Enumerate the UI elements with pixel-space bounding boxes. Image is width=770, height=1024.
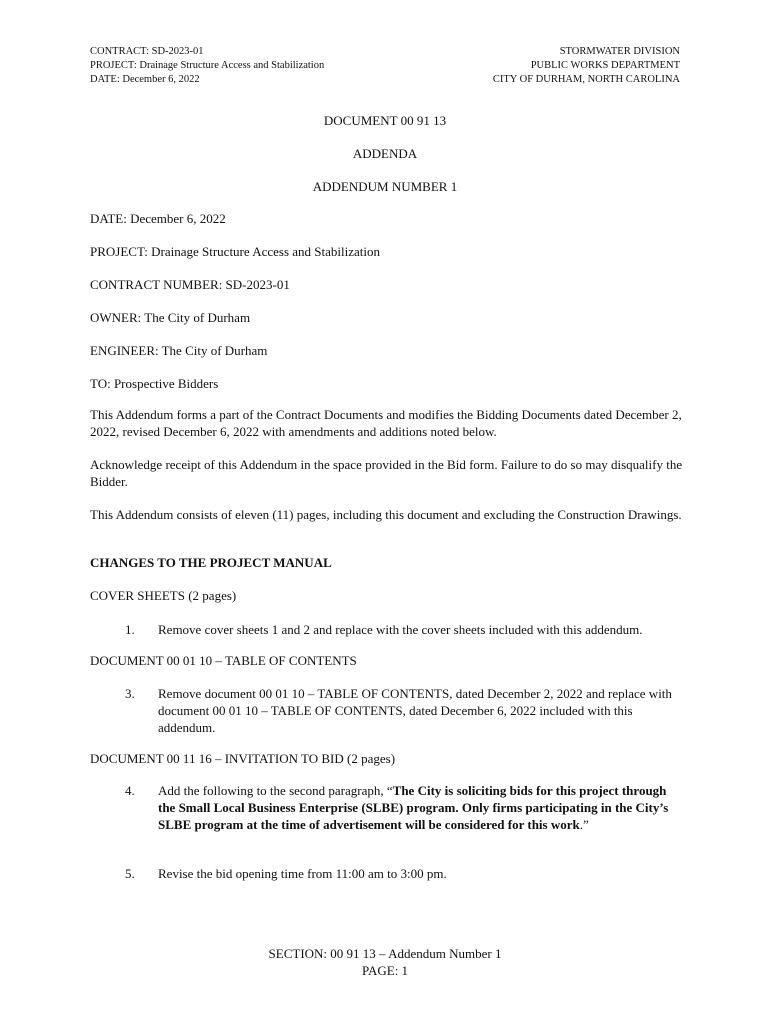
invitation-to-bid-heading: DOCUMENT 00 11 16 – INVITATION TO BID (2 pages) [90,751,396,766]
owner-field: OWNER: The City of Durham [90,310,251,325]
addenda-title: ADDENDA [352,146,418,161]
item-text: Remove cover sheets 1 and 2 and replace with the cover sheets included with this addendum. [158,622,643,637]
item-text-bold: The City is soliciting bids for this project through the Small Local Business Enterprise (SLBE) program. Only firms participating in the City’s SLBE program at the time of advertisement will be considered for this work [158,783,669,832]
header-division: STORMWATER DIVISION [559,46,680,57]
item-text: Revise the bid opening time from 11:00 am to 3:00 pm. [158,866,447,881]
item-number: 3. [125,686,135,701]
header-city: CITY OF DURHAM, NORTH CAROLINA [492,74,680,85]
paragraph-acknowledge: Acknowledge receipt of this Addendum in the space provided in the Bid form. Failure to do so may disqualify the Bidder. [90,457,683,489]
footer-page-number: PAGE: 1 [361,963,409,978]
header-left [90,45,324,87]
paragraph-contract-documents: This Addendum forms a part of the Contract Documents and modifies the Bidding Documents dated December 2, 2022, revised December 6, 2022 with amendments and additions noted below. [90,407,682,439]
item-text [158,782,678,833]
cover-sheets-heading: COVER SHEETS (2 pages) [90,588,237,603]
changes-heading: CHANGES TO THE PROJECT MANUAL [90,555,332,570]
to-field: TO: Prospective Bidders [90,376,219,391]
item-number: 5. [125,866,135,881]
header-right [493,45,680,87]
item-text-close: .” [579,817,589,832]
footer-section: SECTION: 00 91 13 – Addendum Number 1 [268,946,502,961]
header-contract: CONTRACT: SD-2023-01 [90,46,204,57]
item-text: Remove document 00 01 10 – TABLE OF CONTENTS, dated December 2, 2022 and replace with document 00 01 10 – TABLE OF CONTENTS, dated December 6, 2022 included with this addendum. [158,686,672,735]
header-date: DATE: December 6, 2022 [90,74,200,85]
date-field: DATE: December 6, 2022 [90,211,226,226]
item-number: 1. [125,622,135,637]
header-department: PUBLIC WORKS DEPARTMENT [530,60,680,71]
item-text-intro: Add the following to the second paragraph, “ [158,783,393,798]
paragraph-page-count: This Addendum consists of eleven (11) pages, including this document and excluding the Construction Drawings. [90,507,682,522]
header-project: PROJECT: Drainage Structure Access and Stabilization [90,60,325,71]
footer [0,945,770,979]
contract-number-field: CONTRACT NUMBER: SD-2023-01 [90,277,290,292]
document-title: DOCUMENT 00 91 13 [323,113,447,128]
item-number: 4. [125,783,135,798]
engineer-field: ENGINEER: The City of Durham [90,343,268,358]
project-field: PROJECT: Drainage Structure Access and Stabilization [90,244,380,259]
toc-heading: DOCUMENT 00 01 10 – TABLE OF CONTENTS [90,653,357,668]
addendum-number-title: ADDENDUM NUMBER 1 [312,179,458,194]
